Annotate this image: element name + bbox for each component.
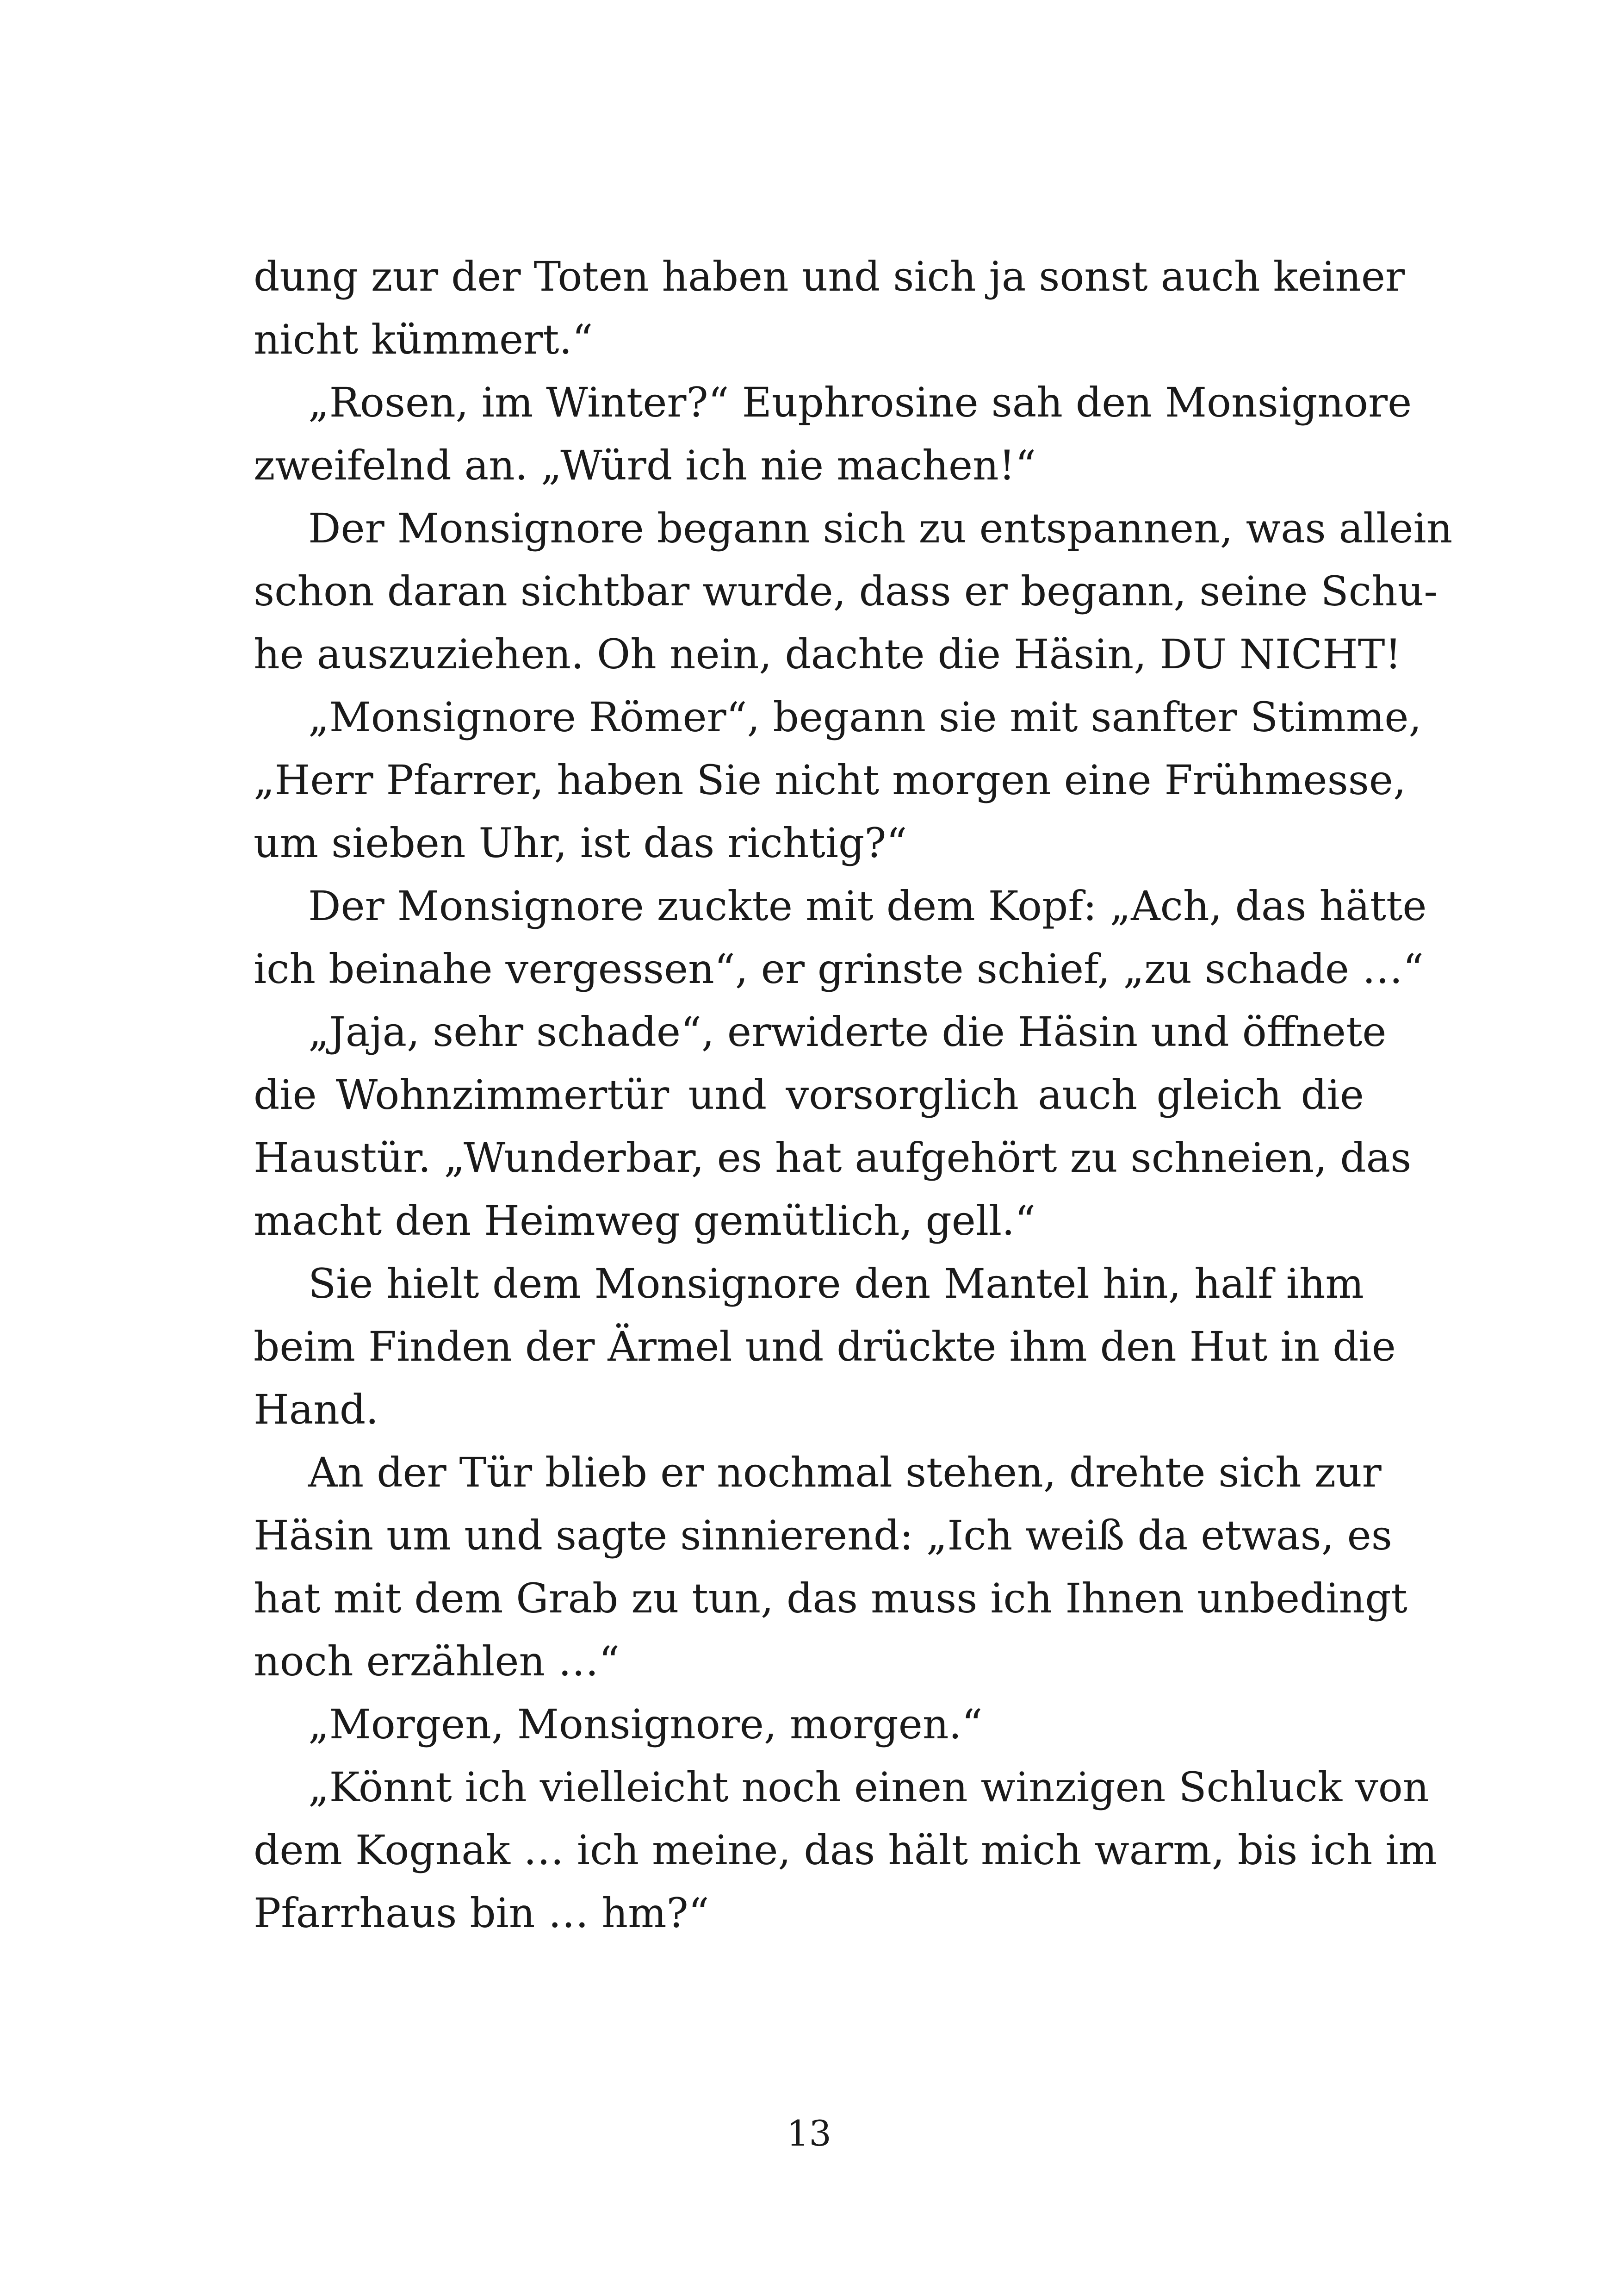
text-line: noch erzählen …“ [254,1637,620,1685]
text-line: die Wohnzimmertür und vorsorglich auch gleich die [254,1071,1364,1119]
text-line: Haustür. „Wunderbar, es hat aufgehört zu schneien, das [254,1134,1412,1182]
text-line: macht den Heimweg gemütlich, gell.“ [254,1197,1036,1244]
text-line: „Könnt ich vielleicht noch einen winzigen Schluck von [308,1763,1429,1811]
text-line: ich beinahe vergessen“, er grinste schief, „zu schade …“ [254,945,1424,993]
text-line: Sie hielt dem Monsignore den Mantel hin, half ihm [308,1260,1364,1307]
text-line: „Morgen, Monsignore, morgen.“ [308,1700,983,1748]
text-line: Pfarrhaus bin … hm?“ [254,1889,709,1937]
text-line: „Monsignore Römer“, begann sie mit sanfter Stimme, [308,693,1422,741]
text-line: nicht kümmert.“ [254,316,593,363]
text-line: um sieben Uhr, ist das richtig?“ [254,819,907,867]
text-line: An der Tür blieb er nochmal stehen, drehte sich zur [308,1449,1382,1496]
text-line: „Herr Pfarrer, haben Sie nicht morgen eine Frühmesse, [254,756,1406,804]
text-line: dem Kognak … ich meine, das hält mich warm, bis ich im [254,1826,1437,1874]
text-line: Hand. [254,1386,379,1433]
text-line: he auszuziehen. Oh nein, dachte die Häsin, DU NICHT! [254,630,1401,678]
text-line: dung zur der Toten haben und sich ja sonst auch keiner [254,253,1405,300]
page-number: 13 [787,2113,831,2154]
text-line: „Rosen, im Winter?“ Euphrosine sah den Monsignore [308,379,1412,426]
text-line: Der Monsignore zuckte mit dem Kopf: „Ach, das hätte [308,882,1427,930]
text-line: zweifelnd an. „Würd ich nie machen!“ [254,442,1036,489]
text-line: Häsin um und sagte sinnierend: „Ich weiß da etwas, es [254,1512,1392,1559]
text-line: hat mit dem Grab zu tun, das muss ich Ihnen unbedingt [254,1574,1407,1622]
text-line: beim Finden der Ärmel und drückte ihm den Hut in die [254,1323,1396,1370]
text-line: schon daran sichtbar wurde, dass er begann, seine Schu- [254,567,1438,615]
text-line: Der Monsignore begann sich zu entspannen, was allein [308,504,1453,552]
body-text [254,245,1453,1945]
text-line: „Jaja, sehr schade“, erwiderte die Häsin und öffnete [308,1008,1387,1056]
